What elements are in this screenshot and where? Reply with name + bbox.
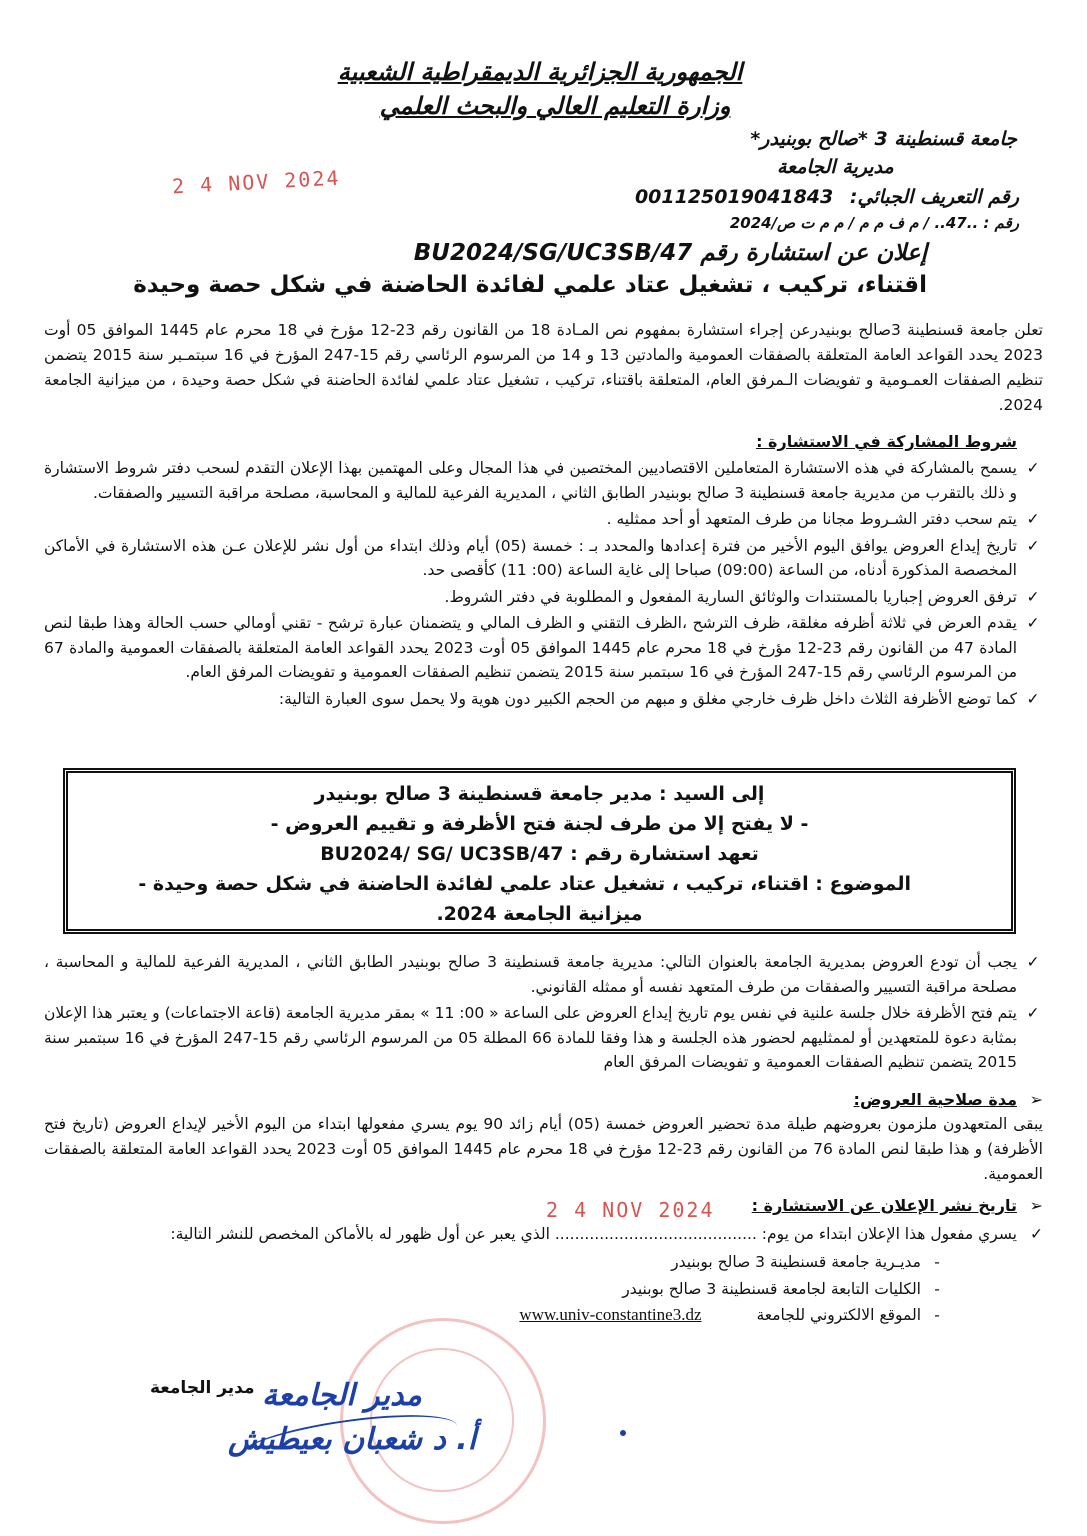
arrow-icon: ➢ — [1029, 1090, 1043, 1109]
date-stamp: 2 4 NOV 2024 — [171, 165, 342, 199]
dash-bullet: - — [934, 1306, 940, 1324]
publication-places — [140, 1250, 947, 1330]
tax-id-row — [635, 186, 1019, 208]
list-item: - الكليات التابعة لجامعة قسنطينة 3 صالح بوبنيدر — [140, 1277, 947, 1302]
signature-title: مدير الجامعة — [150, 1378, 255, 1398]
check-icon: ✓ — [1026, 587, 1040, 606]
list-item: - الموقع الالكتروني للجامعة www.univ-constantine3.dz — [140, 1303, 947, 1328]
republic-heading: الجمهورية الجزائرية الديمقراطية الشعبية — [337, 58, 743, 86]
check-icon: ✓ — [1026, 614, 1040, 632]
check-icon: ✓ — [1026, 1004, 1040, 1022]
box-line-reference: تعهد استشارة رقم : BU2024/ SG/ UC3SB/47 — [320, 843, 759, 865]
box-line-addressee: إلى السيد : مدير جامعة قسنطينة 3 صالح بوبنيدر — [314, 783, 765, 805]
publication-heading: ➢ تاريخ نشر الإعلان عن الاستشارة : — [751, 1196, 1043, 1215]
list-item: ✓ تاريخ إيداع العروض يوافق اليوم الأخير من فترة إعدادها والمحدد بـ : خمسة (05) أيام وذلك ابتداء من أول نشر للإعلان عـن هذه الاستشارة في الأماكن المخصصة المذكورة أدناه، من الساعة (09:00) صباحا إلى غاية الساعة (00: 11) كأقصى حد. — [44, 534, 1043, 583]
arrow-icon: ➢ — [1029, 1196, 1043, 1215]
publication-date-stamp: 2 4 NOV 2024 — [546, 1198, 715, 1222]
box-line-notice: - لا يفتح إلا من طرف لجنة فتح الأظرفة و تقييم العروض - — [270, 813, 809, 835]
intro-paragraph: تعلن جامعة قسنطينة 3صالح بوبنيدرعن إجراء استشارة بمفهوم نص المـادة 18 من القانون رقم 23-12 مؤرخ في 18 محرم عام 1445 الموافق 05 أوت 2023 يحدد القواعد العامة المتعلقة بالصفقات العمومية والمادتين 13 و 14 من المرسوم الرئاسي رقم 15-247 المؤرخ في 16 سبتمـبر سنة 2015 يتضمن تنظيم الصفقات العمـومية و تفويضات الـمرفق العام، المتعلقة باقتناء، تركيب ، تشغيل عتاد علمي لفائدة الحاضنة في شكل حصة وحيدة ، من ميزانية الجامعة 2024. — [44, 321, 1044, 414]
reference-number: رقم : ..47.. / م ف م م / م م ت ص/2024 — [729, 214, 1019, 232]
announcement-title: إعلان عن استشارة رقم BU2024/SG/UC3SB/47 — [413, 240, 927, 266]
signature-stamp-name: أ. د شعبان بعيطيش — [228, 1422, 477, 1457]
list-item: - مديـرية جامعة قسنطينة 3 صالح بوبنيدر — [140, 1250, 947, 1275]
list-item: ✓ يجب أن تودع العروض بمديرية الجامعة بالعنوان التالي: مديرية جامعة قسنطينة 3 صالح بوبنيدر الطابق الثاني ، المديرية الفرعية للمالية و المحاسبة ، مصلحة مراقبة التسيير والصفقات من طرف المتعهد نفسه أو ممثله القانوني. — [44, 950, 1043, 999]
box-line-budget: ميزانية الجامعة 2024. — [436, 903, 643, 925]
list-item: ✓ يقدم العرض في ثلاثة أظرفه مغلقة، ظرف الترشح ،الظرف التقني و الظرف المالي و يتضمنان عبارة ترشح - تقني أومالي حسب الحالة وهذا طبقا لنص المادة 47 من القانون رقم 23-12 مؤرخ في 18 محرم عام 1445 الموافق 05 أوت 2023 يحدد القواعد العامة المتعلقة بالصفقات العمومية والمادة 67 من المرسوم الرئاسي رقم 15-247 المؤرخ في 16 سبتمبر سنة 2015 يتضمن تنظيم الصفقات العمومية و تفويضات المرفق العام. — [44, 611, 1043, 685]
tax-id-value: 001125019041843 — [634, 186, 834, 208]
dash-bullet: - — [934, 1279, 940, 1298]
dash-bullet: - — [934, 1253, 940, 1271]
signature-stamp-title: مدير الجامعة — [262, 1378, 422, 1413]
conditions-list — [44, 456, 1043, 713]
deposit-list — [44, 950, 1043, 1077]
website-link[interactable]: www.univ-constantine3.dz — [519, 1305, 702, 1324]
check-icon: ✓ — [1026, 459, 1040, 477]
publication-line: ✓ يسري مفعول هذا الإعلان ابتداء من يوم: ......................................... الذي يعبر عن أول ظهور له بالأماكن المخصص للنشر التالية: — [44, 1222, 1043, 1246]
directorate-name: مديرية الجامعة — [777, 156, 894, 178]
list-item: ✓ كما توضع الأظرفة الثلاث داخل ظرف خارجي مغلق و مبهم من الحجم الكبير دون هوية ولا يحمل سوى العبارة التالية: — [44, 687, 1043, 712]
conditions-heading: شروط المشاركة في الاستشارة : — [756, 432, 1017, 451]
list-item: ✓ يتم سحب دفتر الشـروط مجانا من طرف المتعهد أو أحد ممثليه . — [44, 507, 1043, 532]
check-icon: ✓ — [1026, 953, 1040, 971]
tax-id-label: رقم التعريف الجبائي: — [849, 186, 1019, 208]
list-item: ✓ ترفق العروض إجباريا بالمستندات والوثائق السارية المفعول و المطلوبة في دفتر الشروط. — [44, 585, 1043, 610]
check-icon: ✓ — [1030, 1225, 1043, 1243]
validity-text: يبقى المتعهدون ملزمون بعروضهم طيلة مدة تحضير العروض خمسة (05) أيام زائد 90 يوم يسري مفعولها ابتداء من اليوم الأخير لإيداع العروض (تاريخ فتح الأظرفة) و هذا طبقا لنص المادة 76 من القانون رقم 23-12 مؤرخ في 18 محرم عام 1445 الموافق 05 أوت 2023 يحدد القواعد العامة المتعلقة بالصفقات العمومية. — [44, 1115, 1043, 1183]
list-item: ✓ يتم فتح الأظرفة خلال جلسة علنية في نفس يوم تاريخ إيداع العروض على الساعة « 00: 11 » بمقر مديرية الجامعة (قاعة الاجتماعات) و يعتبر هذا الإعلان بمثابة دعوة للمتعهدين أو لممثليهم لحضور هذه الجلسة و هذا وفقا للمادة 66 المطلة 05 من المرسوم الرئاسي رقم 15-247 المؤرخ في 16 سبتمبر سنة 2015 يتضمن تنظيم الصفقات العمومية و تفويضات المرفق العام — [44, 1001, 1043, 1075]
ministry-heading: وزارة التعليم العالي والبحث العلمي — [379, 92, 731, 120]
check-icon: ✓ — [1026, 689, 1040, 708]
validity-heading: ➢ مدة صلاحية العروض: — [853, 1090, 1043, 1109]
check-icon: ✓ — [1026, 510, 1040, 528]
box-line-subject: الموضوع : اقتناء، تركيب ، تشغيل عتاد علمي لفائدة الحاضنة في شكل حصة وحيدة - — [138, 873, 911, 895]
university-name: جامعة قسنطينة 3 *صالح بوبنيدر* — [750, 128, 1017, 150]
envelope-label-box — [63, 768, 1016, 934]
ink-dot — [620, 1430, 626, 1436]
list-item: ✓ يسمح بالمشاركة في هذه الاستشارة المتعاملين الاقتصاديين المختصين في هذا المجال وعلى المهتمين بهذا الإعلان التقدم لسحب دفتر شروط الاستشارة و ذلك بالتقرب من مديرية جامعة قسنطينة 3 صالح بوبنيدر الطابق الثاني ، المديرية الفرعية للمالية و المحاسبة، مصلحة مراقبة التسيير والصفقات. — [44, 456, 1043, 505]
check-icon: ✓ — [1026, 536, 1040, 555]
subject-title: اقتناء، تركيب ، تشغيل عتاد علمي لفائدة الحاضنة في شكل حصة وحيدة — [133, 272, 927, 298]
